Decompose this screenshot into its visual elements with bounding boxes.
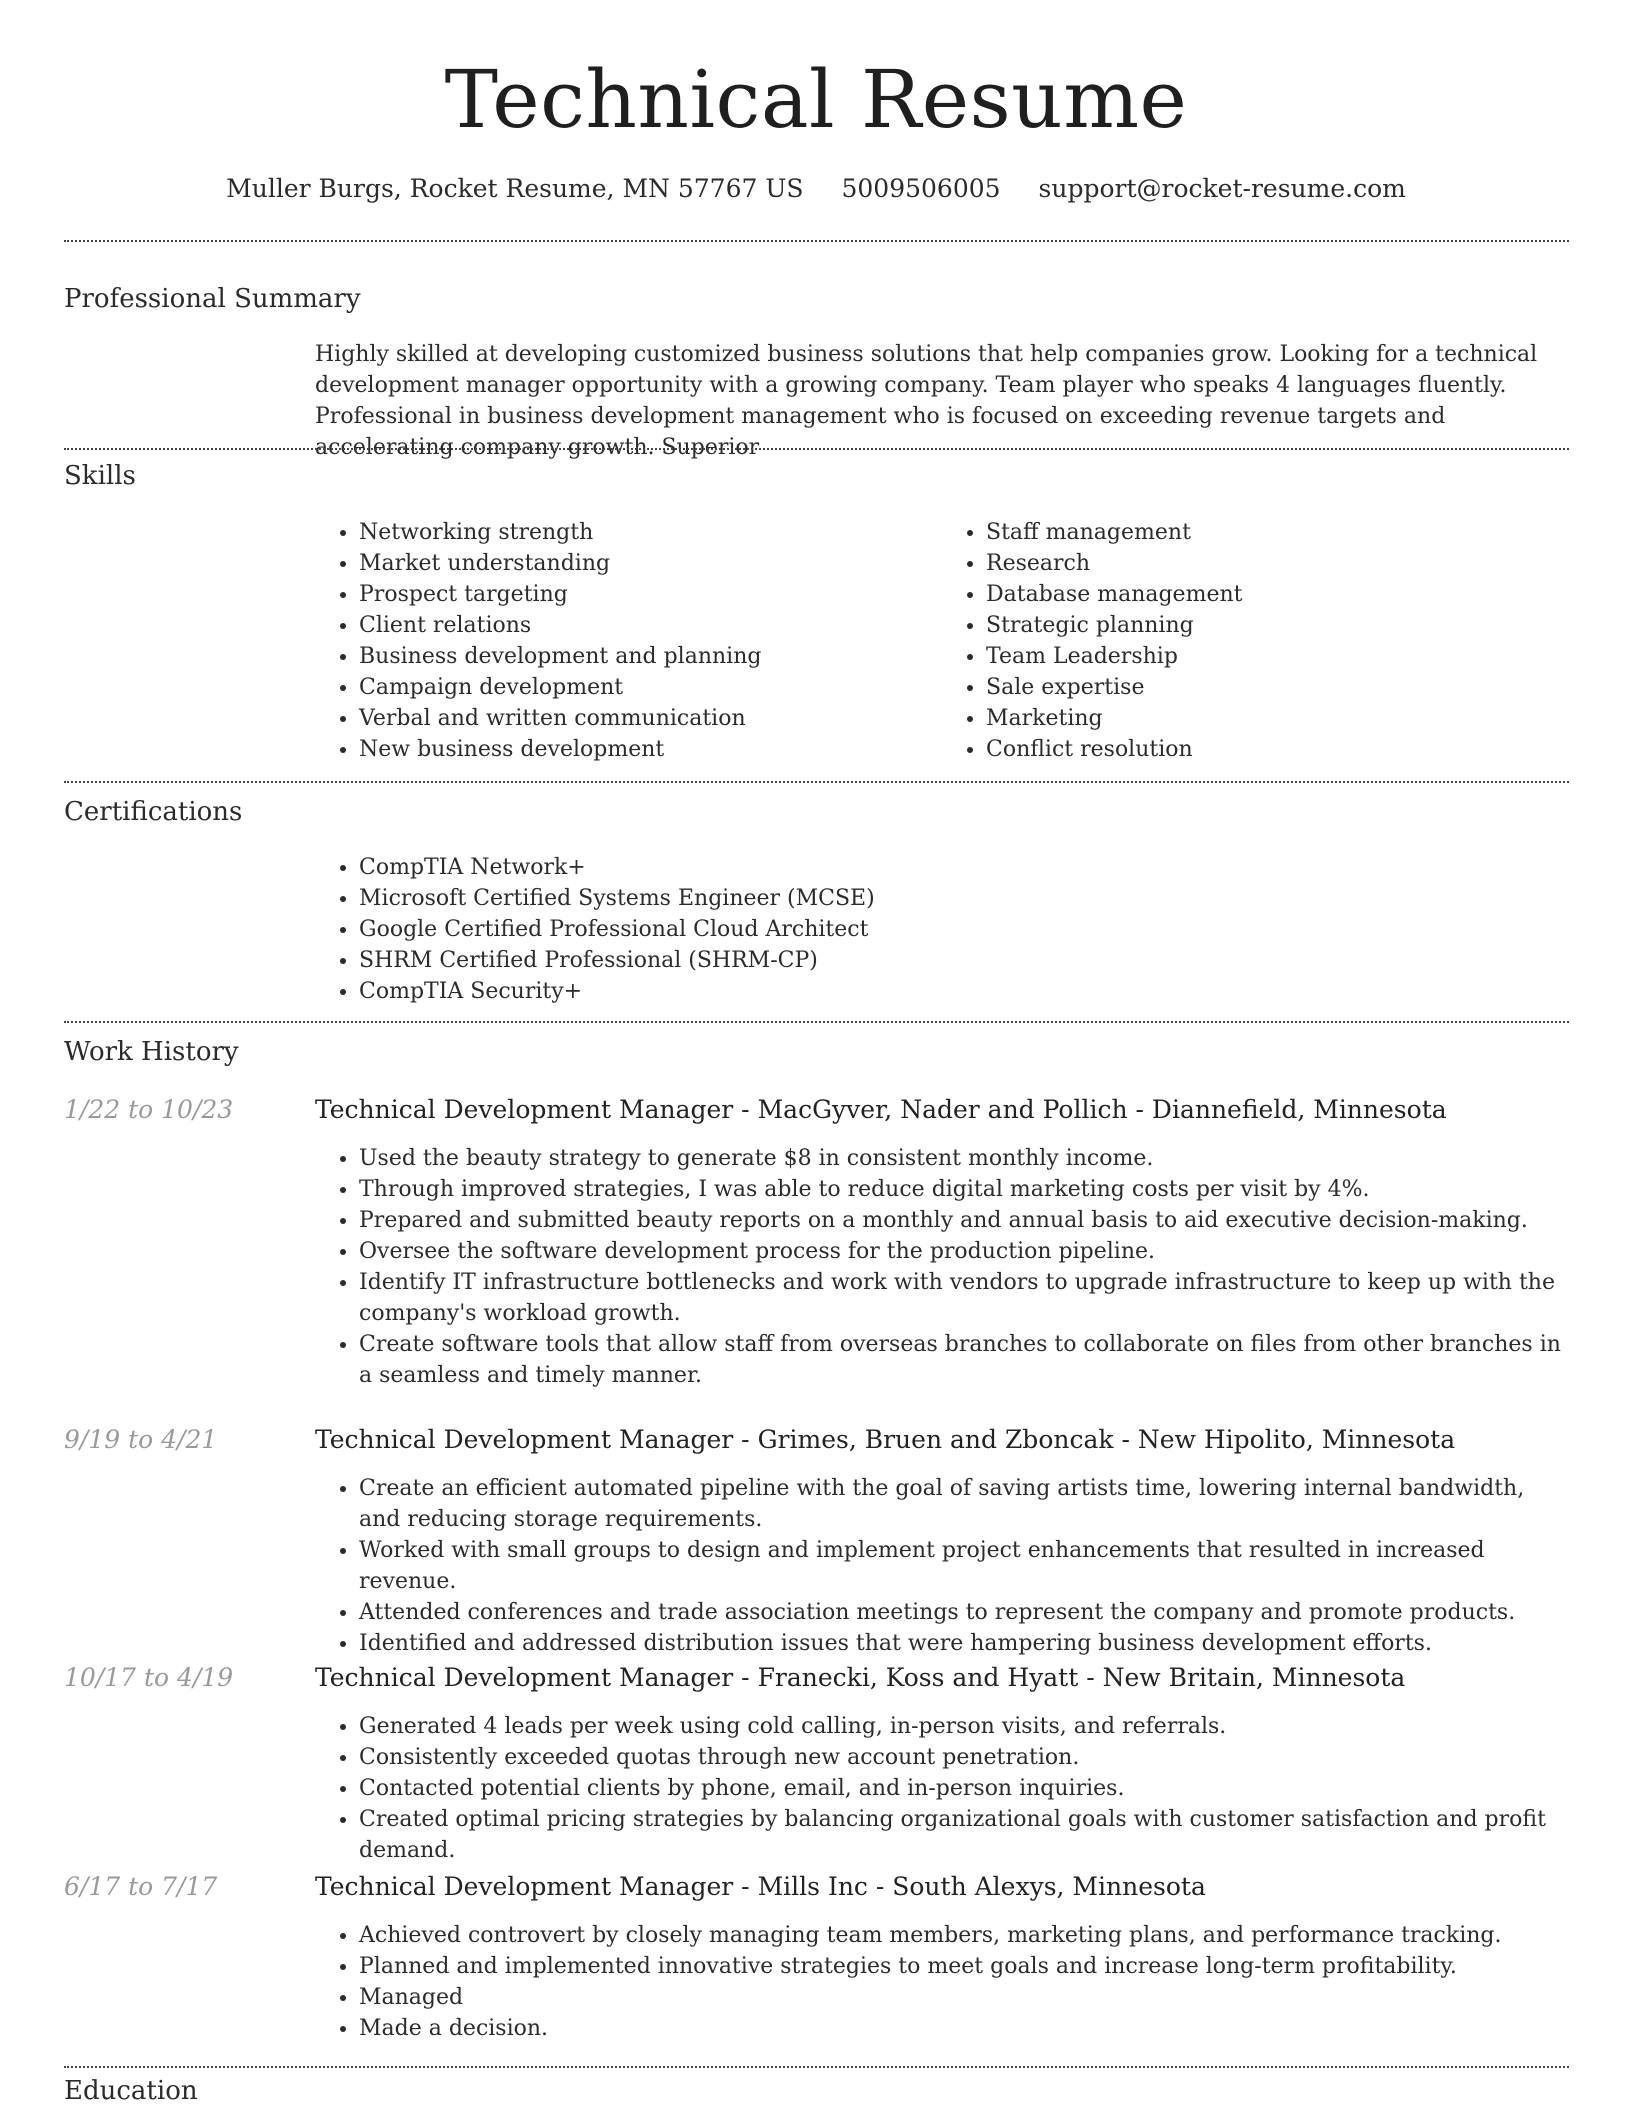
- section-title-education: Education: [64, 2076, 198, 2106]
- skills-list-col1: [315, 517, 942, 765]
- skill-item: • Team Leadership: [986, 641, 1569, 672]
- job-bullet: • Planned and implemented innovative strategies to meet goals and increase long-term profitability.: [359, 1951, 1569, 1982]
- job-dates: 10/17 to 4/19: [64, 1663, 234, 1692]
- job-title: Technical Development Manager - Franecki, Koss and Hyatt - New Britain, Minnesota: [315, 1663, 1406, 1692]
- summary-block: [315, 339, 1569, 463]
- job-bullet: • Oversee the software development process for the production pipeline.: [359, 1236, 1569, 1267]
- job-bullet: • Identified and addressed distribution issues that were hampering business development efforts.: [359, 1628, 1569, 1659]
- job-bullet: • Made a decision.: [359, 2013, 1569, 2044]
- certifications-list: [315, 852, 1569, 1007]
- job-dates: 6/17 to 7/17: [64, 1872, 218, 1901]
- skill-item: • Staff management: [986, 517, 1569, 548]
- skill-item: • Client relations: [359, 610, 942, 641]
- certification-item: • CompTIA Network+: [359, 852, 1569, 883]
- job-bullet: • Prepared and submitted beauty reports on a monthly and annual basis to aid executive decision-making.: [359, 1205, 1569, 1236]
- job-bullet: • Attended conferences and trade association meetings to represent the company and promote products.: [359, 1597, 1569, 1628]
- skill-item: • Marketing: [986, 703, 1569, 734]
- divider: [64, 781, 1569, 783]
- skill-item: • Sale expertise: [986, 672, 1569, 703]
- contact-email: support@rocket-resume.com: [1038, 174, 1406, 203]
- job-bullet: • Generated 4 leads per week using cold calling, in-person visits, and referrals.: [359, 1711, 1569, 1742]
- job-bullets: [315, 1143, 1569, 1391]
- job-title: Technical Development Manager - Mills Inc - South Alexys, Minnesota: [315, 1872, 1206, 1901]
- job-bullet: • Consistently exceeded quotas through new account penetration.: [359, 1742, 1569, 1773]
- job-bullet: • Created optimal pricing strategies by balancing organizational goals with customer satisfaction and profit demand.: [359, 1804, 1569, 1866]
- skills-block: [315, 517, 1569, 765]
- resume-name: Technical Resume: [444, 53, 1188, 146]
- job-bullet: • Managed: [359, 1982, 1569, 2013]
- certification-item: • Microsoft Certified Systems Engineer (MCSE): [359, 883, 1569, 914]
- divider: [64, 448, 1569, 450]
- job-bullet: • Through improved strategies, I was able to reduce digital marketing costs per visit by 4%.: [359, 1174, 1569, 1205]
- contact-phone: 5009506005: [841, 174, 1001, 203]
- certification-item: • SHRM Certified Professional (SHRM-CP): [359, 945, 1569, 976]
- divider: [64, 240, 1569, 242]
- job-bullet: • Achieved controvert by closely managing team members, marketing plans, and performance tracking.: [359, 1920, 1569, 1951]
- job-bullets: [315, 1920, 1569, 2044]
- job-title: Technical Development Manager - Grimes, Bruen and Zboncak - New Hipolito, Minnesota: [315, 1425, 1456, 1454]
- skill-item: • Market understanding: [359, 548, 942, 579]
- job-bullet: • Used the beauty strategy to generate $8 in consistent monthly income.: [359, 1143, 1569, 1174]
- skills-list-col2: [942, 517, 1569, 765]
- job-dates: 9/19 to 4/21: [64, 1425, 218, 1454]
- section-title-summary: Professional Summary: [64, 284, 361, 314]
- job-dates: 1/22 to 10/23: [64, 1095, 234, 1124]
- contact-line: [0, 172, 1632, 206]
- section-title-certifications: Certifications: [64, 797, 243, 827]
- skill-item: • Conflict resolution: [986, 734, 1569, 765]
- skill-item: • Research: [986, 548, 1569, 579]
- job-details: [315, 1711, 1569, 1866]
- section-title-skills: Skills: [64, 461, 136, 491]
- skill-item: • Prospect targeting: [359, 579, 942, 610]
- skills-grid: [315, 517, 1569, 765]
- contact-address: Muller Burgs, Rocket Resume, MN 57767 US: [226, 174, 804, 203]
- skill-item: • Strategic planning: [986, 610, 1569, 641]
- skill-item: • Verbal and written communication: [359, 703, 942, 734]
- summary-text: Highly skilled at developing customized business solutions that help companies grow. Looking for a technical development manager opportunity with a growing company. Team player who speaks 4 languages fluently. Professional in business development management who is focused on exceeding revenue targets and accelerating company growth. Superior: [315, 342, 1538, 460]
- divider: [64, 1021, 1569, 1023]
- skill-item: • Business development and planning: [359, 641, 942, 672]
- certification-item: • CompTIA Security+: [359, 976, 1569, 1007]
- job-bullet: • Create an efficient automated pipeline with the goal of saving artists time, lowering internal bandwidth, and reducing storage requirements.: [359, 1473, 1569, 1535]
- job-details: [315, 1143, 1569, 1391]
- job-bullet: • Create software tools that allow staff from overseas branches to collaborate on files from other branches in a seamless and timely manner.: [359, 1329, 1569, 1391]
- skill-item: • New business development: [359, 734, 942, 765]
- divider: [64, 2066, 1569, 2068]
- section-title-work-history: Work History: [64, 1037, 239, 1067]
- job-title: Technical Development Manager - MacGyver, Nader and Pollich - Diannefield, Minnesota: [315, 1095, 1447, 1124]
- job-bullets: [315, 1711, 1569, 1866]
- job-details: [315, 1920, 1569, 2044]
- job-bullet: • Identify IT infrastructure bottlenecks and work with vendors to upgrade infrastructure to keep up with the company's workload growth.: [359, 1267, 1569, 1329]
- job-bullet: • Worked with small groups to design and implement project enhancements that resulted in increased revenue.: [359, 1535, 1569, 1597]
- job-bullets: [315, 1473, 1569, 1659]
- certification-item: • Google Certified Professional Cloud Architect: [359, 914, 1569, 945]
- job-bullet: • Contacted potential clients by phone, email, and in-person inquiries.: [359, 1773, 1569, 1804]
- skill-item: • Database management: [986, 579, 1569, 610]
- skill-item: • Networking strength: [359, 517, 942, 548]
- skill-item: • Campaign development: [359, 672, 942, 703]
- certifications-block: [315, 852, 1569, 1007]
- job-details: [315, 1473, 1569, 1659]
